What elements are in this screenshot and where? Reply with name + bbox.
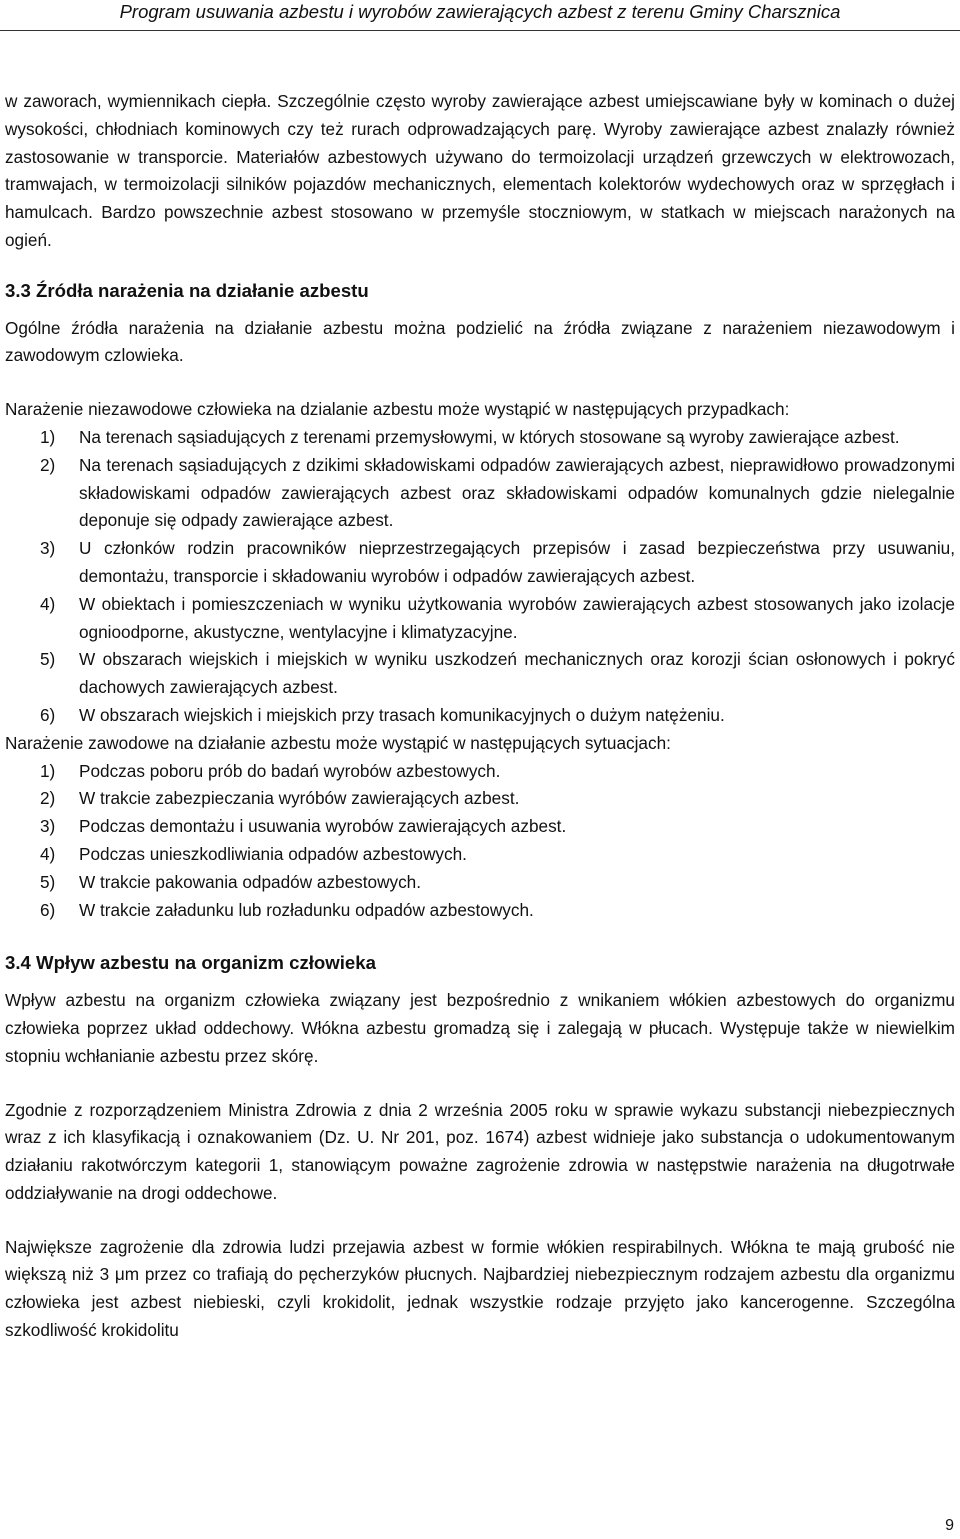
list-item-text: Podczas demontażu i usuwania wyrobów zawierających azbest. [79,816,567,837]
list-item [5,452,955,535]
list-item [5,535,955,591]
list-item-number: 2) [40,788,56,809]
section-heading-3-3: 3.3 Źródła narażenia na działanie azbestu [5,279,369,301]
list-item-text: Na terenach sąsiadujących z dzikimi składowiskami odpadów zawierających azbest, nieprawidłowo prowadzonymi składowiskami odpadów zawierających azbest oraz składowiskami odpadów komunalnych gdzie nielegalnie deponuje się odpady zawierające azbest. [79,454,955,531]
list-item-text: U członków rodzin pracowników nieprzestrzegających przepisów i zasad bezpieczeństwa przy usuwaniu, demontażu, transporcie i składowaniu wyrobów i odpadów zawierających azbest. [79,538,955,586]
list-item-number: 1) [40,760,56,781]
list-item-number: 3) [40,816,56,837]
intro-paragraph: w zaworach, wymiennikach ciepła. Szczególnie często wyroby zawierające azbest umiejscawiane były w kominach o dużej wysokości, chłodniach kominowych czy też rurach odprowadzających parę. Wyroby zawierające azbest znalazły również zastosowanie w transporcie. Materiałów azbestowych używano do termoizolacji urządzeń grzewczych w elektrowozach, tramwajach, w termoizolacji silników pojazdów mechanicznych, elementach kolektorów wydechowych oraz w sprzęgłach i hamulcach. Bardzo powszechnie azbest stosowano w przemyśle stoczniowym, w statkach w miejscach narażonych na ogień. [5,91,955,250]
list-item-number: 1) [40,426,56,447]
section-3-4-paragraph-2: Zgodnie z rozporządzeniem Ministra Zdrowia z dnia 2 września 2005 roku w sprawie wykazu substancji niebezpiecznych wraz z ich klasyfikacją i oznakowaniem (Dz. U. Nr 201, poz. 1674) azbest widnieje jako substancja o udokumentowanym działaniu rakotwórczym kategorii 1, stanowiącym poważne zagrożenie zdrowia w następstwie narażenia na długotrwałe oddziaływanie na drogi oddechowe. [5,1099,955,1203]
list-item-number: 6) [40,704,56,725]
document-title: Program usuwania azbestu i wyrobów zawierających azbest z terenu Gminy Charsznica [119,1,841,22]
occupational-list [5,758,955,925]
list-item [5,591,955,647]
list-item-number: 4) [40,593,56,614]
list-item-number: 3) [40,538,56,559]
section-3-4-paragraph-3: Największe zagrożenie dla zdrowia ludzi przejawia azbest w formie włókien respirabilnych. Włókna te mają grubość nie większą niż 3 μm przez co trafiają do pęcherzyków płucnych. Najbardziej niebezpiecznym rodzajem azbestu dla organizmu człowieka jest azbest niebieski, czyli krokidolit, jednak wszystkie rodzaje przyjęto jako kancerogenne. Szczególna szkodliwość krokidolitu [5,1236,955,1341]
list-item-number: 5) [40,649,56,670]
header-divider [0,30,960,31]
list-item-text: Podczas unieszkodliwiania odpadów azbestowych. [79,843,467,864]
list-item-number: 6) [40,899,56,920]
list-item [5,646,955,702]
list-item-number: 5) [40,871,56,892]
list-item-text: W obszarach wiejskich i miejskich przy trasach komunikacyjnych o dużym natężeniu. [79,704,725,725]
list-item [5,758,955,786]
list-item-text: Na terenach sąsiadujących z terenami przemysłowymi, w których stosowane są wyroby zawierające azbest. [79,426,900,447]
list-item [5,813,955,841]
section-3-4-paragraph-1: Wpływ azbestu na organizm człowieka związany jest bezpośrednio z wnikaniem włókien azbestowych do organizmu człowieka poprzez układ oddechowy. Włókna azbestu gromadzą się i zalegają w płucach. Występuje także w niewielkim stopniu wchłanianie azbestu przez skórę. [5,990,955,1066]
list-item [5,702,955,730]
list-item-text: Podczas poboru prób do badań wyrobów azbestowych. [79,760,501,781]
list-item [5,785,955,813]
non-occupational-intro: Narażenie niezawodowe człowieka na dzialanie azbestu może wystąpić w następujących przypadkach: [5,399,790,420]
occupational-intro: Narażenie zawodowe na działanie azbestu może wystąpić w następujących sytuacjach: [5,732,671,753]
list-item-number: 2) [40,454,56,475]
list-item-text: W trakcie pakowania odpadów azbestowych. [79,871,422,892]
list-item-text: W obiektach i pomieszczeniach w wyniku użytkowania wyrobów zawierających azbest stosowanych jako izolacje ognioodporne, akustyczne, wentylacyjne i klimatyzacyjne. [79,593,955,642]
list-item-number: 4) [40,843,56,864]
document-body [5,88,955,1345]
list-item-text: W trakcie załadunku lub rozładunku odpadów azbestowych. [79,899,534,920]
section-heading-3-4: 3.4 Wpływ azbestu na organizm człowieka [5,952,376,974]
page-number: 9 [945,1517,954,1534]
list-item [5,424,955,452]
section-3-3-intro: Ogólne źródła narażenia na działanie azbestu można podzielić na źródła związane z narażeniem niezawodowym i zawodowym czlowieka. [5,317,955,366]
list-item-text: W obszarach wiejskich i miejskich w wyniku uszkodzeń mechanicznych oraz korozji ścian osłonowych i pokryć dachowych zawierających azbest. [79,649,955,698]
list-item [5,841,955,869]
list-item-text: W trakcie zabezpieczania wyróbów zawierających azbest. [79,788,520,809]
page-header [0,0,960,34]
non-occupational-list [5,424,955,730]
list-item [5,897,955,925]
list-item [5,869,955,897]
